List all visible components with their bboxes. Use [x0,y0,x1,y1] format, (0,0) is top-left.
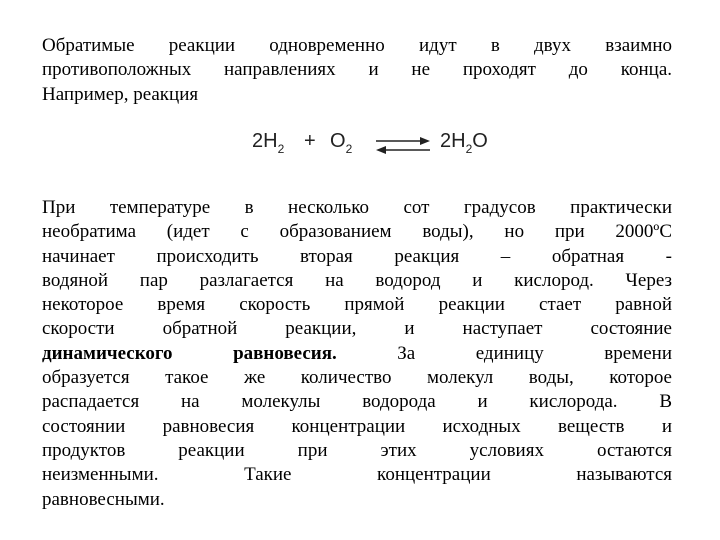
intro-paragraph [42,34,672,107]
text-line [42,342,672,366]
text-line: некоторое время скорость прямой реакции стает равной [42,294,672,316]
text-line: распадается на молекулы водорода и кислорода. В [42,391,672,413]
text-line: скорости обратной реакции, и наступает состояние [42,318,672,340]
text-line: начинает происходить вторая реакция – обратная - [42,245,672,267]
reaction-equation [252,126,522,166]
plus-sign: + [304,130,316,152]
text-line: равновесными. [42,488,165,510]
oxygen-symbol: O [330,130,346,152]
text-line: Например, реакция [42,83,199,105]
water-term [440,130,488,156]
reversible-arrows-icon [374,132,432,158]
oxygen-term [330,130,352,156]
text-run: За единицу времени [336,342,672,364]
hydrogen-subscript: 2 [277,142,285,156]
text-line: водяной пар разлагается на водород и кислород. Через [42,269,672,291]
text-line: противоположных направлениях и не проходят до конца. [42,59,672,81]
text-line: необратима (идет с образованием воды), но при 2000ºС [42,221,672,243]
water-subscript: 2 [465,142,473,156]
text-line: неизменными. Такие концентрации называются [42,464,672,486]
oxygen-subscript: 2 [345,142,353,156]
text-line: Обратимые реакции одновременно идут в двух взаимно [42,35,672,56]
water-hydrogen: 2H [440,130,466,152]
text-line: При температуре в несколько сот градусов практически [42,197,672,218]
hydrogen-symbol: 2H [252,130,278,152]
bold-term: динамического равновесия. [42,342,337,364]
explanation-paragraph [42,196,672,512]
text-line: состоянии равновесия концентрации исходных веществ и [42,415,672,437]
text-line: образуется такое же количество молекул воды, которое [42,367,672,389]
hydrogen-term [252,130,284,156]
water-oxygen: O [472,130,488,152]
text-line: продуктов реакции при этих условиях остаются [42,439,672,461]
